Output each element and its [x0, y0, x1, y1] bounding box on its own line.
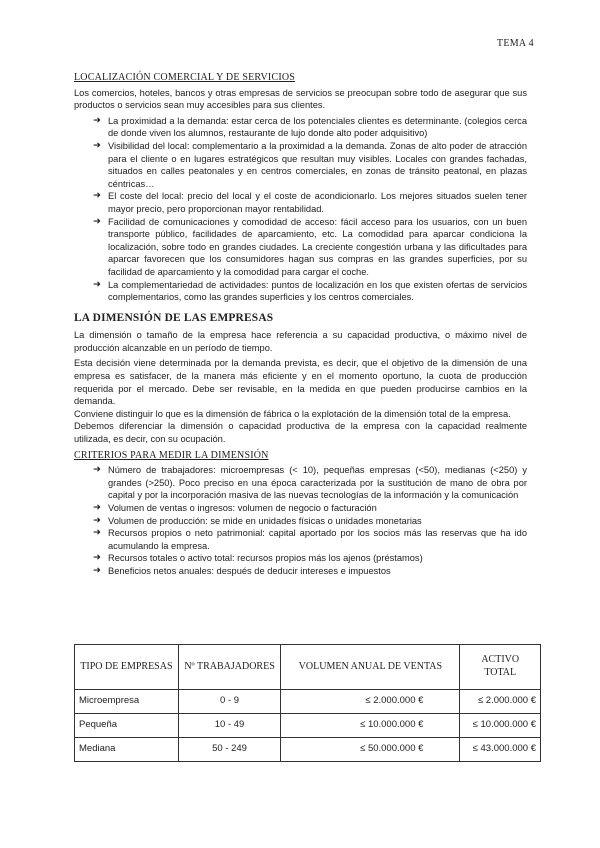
list-item: ➜ Beneficios netos anuales: después de deducir intereses e impuestos [93, 564, 391, 576]
arrow-bullet-icon: ➜ [93, 527, 101, 539]
paragraph-dimension-3: Conviene distinguir lo que es la dimensión de fábrica o la explotación de la dimensión total de la empresa. [74, 408, 511, 419]
table-header-row [75, 645, 541, 690]
list-item: ➜ La proximidad a la demanda: estar cerca de los potenciales clientes es determinante. (colegios cerca de donde viven los alumnos, restaurante de lujo donde alto poder adquisitivo) [93, 114, 527, 139]
list-item: ➜ La complementariedad de actividades: puntos de localización en los que existen ofertas de servicios complementarios, como las grandes superficies y los centros comerciales. [93, 278, 527, 303]
table-cell: Pequeña [75, 714, 179, 738]
table-row [75, 714, 541, 738]
table-cell: Mediana [75, 738, 179, 762]
list-localizacion [74, 115, 527, 304]
column-header-activo: ACTIVO TOTAL [460, 645, 541, 690]
table-cell: ≤ 10.000.000 € [281, 714, 460, 738]
table-cell: 10 - 49 [178, 714, 280, 738]
arrow-bullet-icon: ➜ [93, 215, 101, 227]
heading-criterios: CRITERIOS PARA MEDIR LA DIMENSIÓN [74, 449, 269, 461]
table-cell: Microempresa [75, 690, 179, 714]
table-cell: ≤ 43.000.000 € [460, 738, 541, 762]
page-header-tema: TEMA 4 [496, 38, 534, 49]
paragraph-dimension-1: La dimensión o tamaño de la empresa hace referencia a su capacidad productiva, o máximo nivel de producción alcanzable en un período de tiempo. [74, 330, 527, 353]
arrow-bullet-icon: ➜ [93, 278, 101, 290]
paragraph-intro-localizacion: Los comercios, hoteles, bancos y otras empresas de servicios se preocupan sobre todo de asegurar que sus productos o servicios sean muy accesibles para sus clientes. [74, 87, 527, 111]
heading-dimension: LA DIMENSIÓN DE LAS EMPRESAS [74, 311, 274, 324]
column-header-ventas: VOLUMEN ANUAL DE VENTAS [281, 645, 460, 690]
arrow-bullet-icon: ➜ [93, 464, 101, 476]
list-item: ➜ Número de trabajadores: microempresas (< 10), pequeñas empresas (<50), medianas (<250) y grandes (>250). Poco preciso en una época caracterizada por la sustitución de mano de obra por capital y por la incorporación masiva de las nuevas tecnologías de la información y la comunicación [93, 464, 527, 501]
arrow-bullet-icon: ➜ [93, 552, 101, 564]
list-item: ➜ Facilidad de comunicaciones y comodidad de acceso: fácil acceso para los usuarios, con un buen transporte público, facilidades de aparcamiento, etc. La comodidad para aparcar condiciona la localización, sobre todo en grandes ciudades. La creciente congestión urbana y las dificultades para aparcar favorecen que los consumidores hagan sus compras en las grandes superficies, por su facilidad de aparcamiento y la comodidad para cargar el coche. [93, 215, 527, 277]
paragraph-dimension-2: Esta decisión viene determinada por la demanda prevista, es decir, que el objetivo de la dimensión de una empresa es satisfacer, de la manera más eficiente y en el momento oportuno, la cuota de producción requerida por el mercado. Debe ser revisable, en la medida en que pueden producirse cambios en la demanda. [74, 358, 527, 407]
tabla-tipos-empresa [74, 644, 541, 762]
table-cell: 50 - 249 [178, 738, 280, 762]
document-body [74, 72, 527, 578]
list-item: ➜ Recursos totales o activo total: recursos propios más los ajenos (préstamos) [93, 552, 423, 564]
arrow-bullet-icon: ➜ [93, 114, 101, 126]
list-item: ➜ Volumen de ventas o ingresos: volumen de negocio o facturación [93, 502, 377, 513]
list-item: ➜ Visibilidad del local: complementario a la proximidad a la demanda. Zonas de alto poder de atracción para el cliente o en lugares estratégicos que resultan muy visibles. Locales con grandes fachadas, situados en calles peatonales y en centros comerciales, en zonas de tránsito peatonal, en plazas céntricas… [93, 139, 527, 189]
table-cell: ≤ 2.000.000 € [281, 690, 460, 714]
arrow-bullet-icon: ➜ [93, 502, 101, 513]
list-item: ➜ Recursos propios o neto patrimonial: capital aportado por los socios más las reservas que ha ido acumulando la empresa. [93, 527, 527, 551]
table-cell: ≤ 2.000.000 € [460, 690, 541, 714]
list-item: ➜ El coste del local: precio del local y el coste de acondicionarlo. Los mejores situados suelen tener mayor precio, pero proporcionan mayor rentabilidad. [93, 190, 527, 214]
arrow-bullet-icon: ➜ [93, 514, 101, 526]
paragraph-dimension-4: Debemos diferenciar la dimensión o capacidad productiva de la empresa con la capacidad realmente utilizada, es decir, con su ocupación. [74, 421, 527, 445]
table-row [75, 690, 541, 714]
column-header-trabajadores: Nº TRABAJADORES [178, 645, 280, 690]
table-cell: ≤ 50.000.000 € [281, 738, 460, 762]
column-header-tipo: TIPO DE EMPRESAS [75, 645, 179, 690]
arrow-bullet-icon: ➜ [93, 139, 101, 151]
list-criterios [74, 464, 527, 577]
table-row [75, 738, 541, 762]
table-cell: ≤ 10.000.000 € [460, 714, 541, 738]
heading-localizacion: LOCALIZACIÓN COMERCIAL Y DE SERVICIOS [74, 72, 296, 83]
arrow-bullet-icon: ➜ [93, 190, 101, 202]
arrow-bullet-icon: ➜ [93, 564, 101, 576]
table-cell: 0 - 9 [178, 690, 280, 714]
list-item: ➜ Volumen de producción: se mide en unidades físicas o unidades monetarias [93, 514, 422, 526]
